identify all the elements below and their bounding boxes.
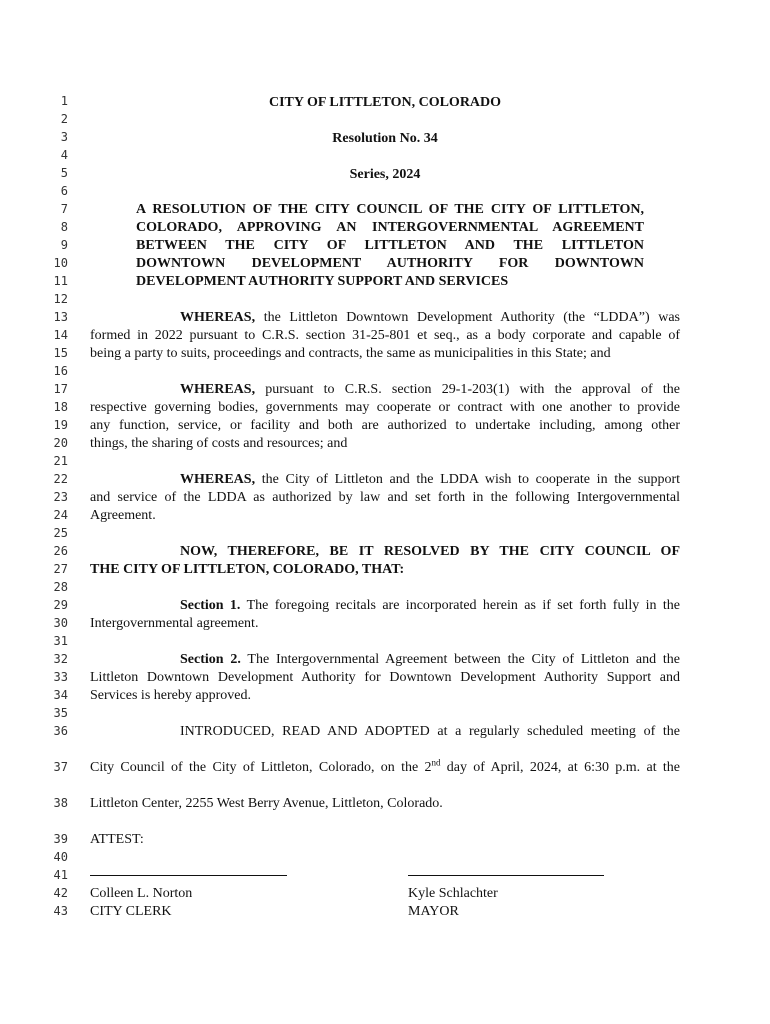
line-number: 5 [60, 166, 68, 180]
whereas-1-line-1 [90, 309, 680, 327]
clerk-name: Colleen L. Norton [90, 886, 193, 901]
whereas-label: WHEREAS, [180, 310, 256, 325]
adopted-line-1 [90, 723, 680, 741]
line-number: 10 [53, 256, 68, 270]
line-number: 22 [53, 472, 68, 486]
whereas-1-line-3: being a party to suits, proceedings and contracts, the same as municipalities in this State; and [90, 346, 611, 361]
mayor-signature-line [408, 875, 604, 876]
line-number: 8 [60, 220, 68, 234]
section-2-line-2: Littleton Downtown Development Authority for Downtown Development Authority Support and [90, 670, 680, 685]
whereas-2-line-3: any function, service, or facility and both are authorized to undertake including, among other [90, 418, 680, 433]
ordinal-suffix: nd [431, 757, 441, 768]
resolved-line-1 [90, 543, 680, 561]
line-number: 24 [53, 508, 68, 522]
whereas-3-line-2: and service of the LDDA as authorized by law and set forth in the following Intergovernmental [90, 490, 680, 505]
line-number: 16 [53, 364, 68, 378]
line-number: 7 [60, 202, 68, 216]
line-number: 28 [53, 580, 68, 594]
line-number: 43 [53, 904, 68, 918]
line-number: 40 [53, 850, 68, 864]
line-number: 33 [53, 670, 68, 684]
adopted-text: INTRODUCED, READ AND ADOPTED at a regularly scheduled meeting of the [180, 724, 680, 739]
line-number: 18 [53, 400, 68, 414]
section-1-line-2: Intergovernmental agreement. [90, 616, 259, 631]
title-line: DOWNTOWN DEVELOPMENT AUTHORITY FOR DOWNTOWN [136, 256, 644, 271]
whereas-3-line-1 [90, 471, 680, 489]
line-number: 15 [53, 346, 68, 360]
line-number: 1 [60, 94, 68, 108]
resolved-text: NOW, THEREFORE, BE IT RESOLVED BY THE CITY COUNCIL OF [180, 544, 680, 559]
title-line: A RESOLUTION OF THE CITY COUNCIL OF THE CITY OF LITTLETON, [136, 202, 644, 217]
line-number: 12 [53, 292, 68, 306]
title-line: COLORADO, APPROVING AN INTERGOVERNMENTAL AGREEMENT [136, 220, 644, 235]
title-line: BETWEEN THE CITY OF LITTLETON AND THE LITTLETON [136, 238, 644, 253]
resolved-line-2: THE CITY OF LITTLETON, COLORADO, THAT: [90, 562, 405, 577]
adopted-line-3: Littleton Center, 2255 West Berry Avenue, Littleton, Colorado. [90, 796, 443, 811]
line-number: 19 [53, 418, 68, 432]
line-number: 32 [53, 652, 68, 666]
line-number: 27 [53, 562, 68, 576]
whereas-text: the Littleton Downtown Development Authority (the “LDDA”) was [263, 310, 681, 325]
line-number: 23 [53, 490, 68, 504]
line-number: 3 [60, 130, 68, 144]
whereas-2-line-2: respective governing bodies, governments may cooperate or contract with one another to provide [90, 400, 680, 415]
whereas-2-line-4: things, the sharing of costs and resources; and [90, 436, 348, 451]
line-number: 6 [60, 184, 68, 198]
section-1-line-1 [90, 597, 680, 615]
whereas-1-line-2: formed in 2022 pursuant to C.R.S. section 31-25-801 et seq., as a body corporate and capable of [90, 328, 680, 343]
line-number: 11 [53, 274, 68, 288]
line-number: 14 [53, 328, 68, 342]
line-number: 39 [53, 832, 68, 846]
line-number: 37 [53, 760, 68, 774]
line-number: 38 [53, 796, 68, 810]
section-label: Section 1. [180, 598, 241, 613]
line-number: 4 [60, 148, 68, 162]
series-year: Series, 2024 [349, 167, 421, 182]
whereas-label: WHEREAS, [180, 472, 256, 487]
whereas-label: WHEREAS, [180, 382, 256, 397]
mayor-title: MAYOR [408, 904, 459, 919]
clerk-title: CITY CLERK [90, 904, 172, 919]
section-2-line-1 [90, 651, 680, 669]
whereas-text: pursuant to C.R.S. section 29-1-203(1) with the approval of the [265, 382, 681, 397]
line-number: 25 [53, 526, 68, 540]
line-number: 20 [53, 436, 68, 450]
whereas-2-line-1 [90, 381, 680, 399]
section-2-line-3: Services is hereby approved. [90, 688, 251, 703]
line-number: 30 [53, 616, 68, 630]
resolution-title [136, 201, 644, 291]
whereas-3-line-3: Agreement. [90, 508, 156, 523]
line-number: 13 [53, 310, 68, 324]
city-heading: CITY OF LITTLETON, COLORADO [268, 95, 502, 110]
adopted-line-2 [90, 759, 680, 777]
section-text: The foregoing recitals are incorporated herein as if set forth fully in the [246, 598, 681, 613]
line-number: 42 [53, 886, 68, 900]
line-number: 29 [53, 598, 68, 612]
line-number: 31 [53, 634, 68, 648]
line-number: 2 [60, 112, 68, 126]
adopted-text: day of April, 2024, at 6:30 p.m. at the [440, 760, 680, 775]
section-text: The Intergovernmental Agreement between the City of Littleton and the [247, 652, 680, 667]
title-line: DEVELOPMENT AUTHORITY SUPPORT AND SERVICES [136, 274, 509, 289]
clerk-signature-line [90, 875, 287, 876]
adopted-text: City Council of the City of Littleton, Colorado, on the 2 [90, 760, 432, 775]
line-number: 26 [53, 544, 68, 558]
line-number: 17 [53, 382, 68, 396]
line-number: 34 [53, 688, 68, 702]
whereas-text: the City of Littleton and the LDDA wish to cooperate in the support [261, 472, 681, 487]
attest-label: ATTEST: [90, 832, 144, 847]
line-number: 41 [53, 868, 68, 882]
resolution-number: Resolution No. 34 [332, 131, 438, 146]
line-number: 35 [53, 706, 68, 720]
line-number: 9 [60, 238, 68, 252]
mayor-name: Kyle Schlachter [408, 886, 498, 901]
line-number: 21 [53, 454, 68, 468]
line-number: 36 [53, 724, 68, 738]
section-label: Section 2. [180, 652, 241, 667]
